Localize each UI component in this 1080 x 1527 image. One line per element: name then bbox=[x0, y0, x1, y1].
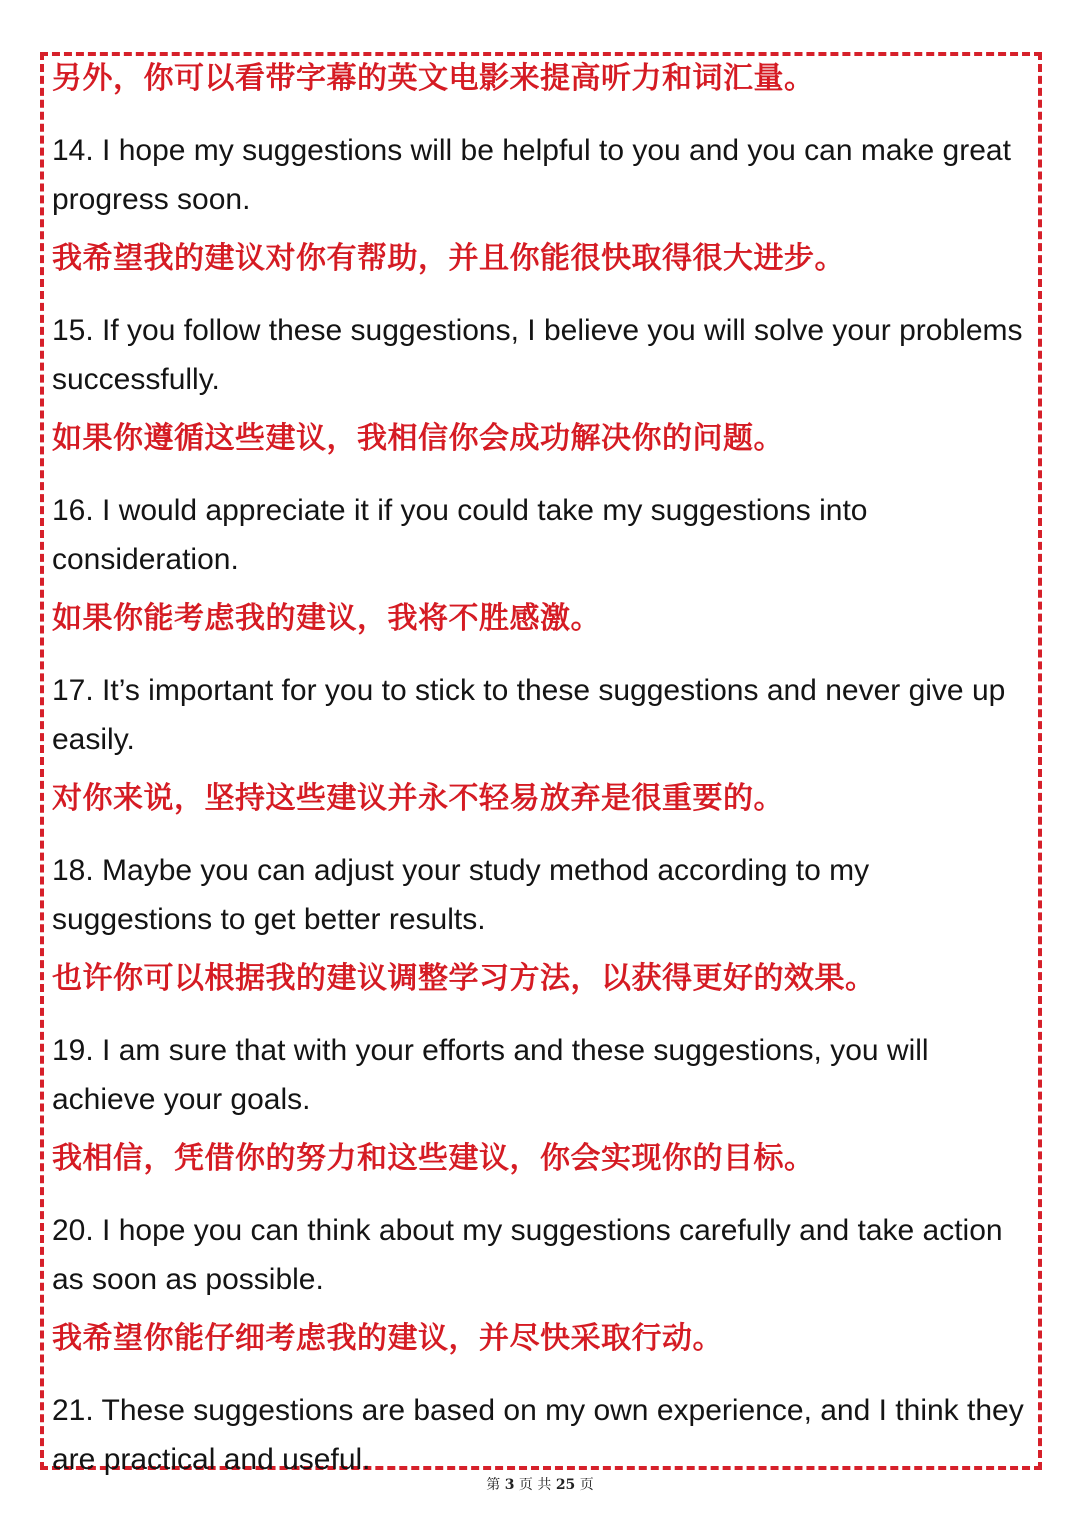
footer-total-pages: 25 bbox=[555, 1477, 576, 1493]
sentence-14-cn: 我希望我的建议对你有帮助，并且你能很快取得很大进步。 bbox=[52, 241, 845, 276]
sentence-16-cn: 如果你能考虑我的建议，我将不胜感激。 bbox=[52, 601, 601, 636]
sentence-16-en: 16. I would appreciate it if you could take my suggestions into consideration. bbox=[52, 494, 868, 576]
sentence-18-en: 18. Maybe you can adjust your study method according to my suggestions to get better results. bbox=[52, 854, 870, 936]
footer-suffix: 页 bbox=[579, 1477, 594, 1493]
sentence-18-cn: 也许你可以根据我的建议调整学习方法，以获得更好的效果。 bbox=[52, 961, 876, 996]
sentence-17-en: 17. It’s important for you to stick to these suggestions and never give up easily. bbox=[52, 674, 1006, 756]
sentence-17-cn: 对你来说，坚持这些建议并永不轻易放弃是很重要的。 bbox=[52, 781, 784, 816]
page-footer bbox=[0, 1474, 1080, 1494]
sentence-21-en: 21. These suggestions are based on my own experience, and I think they are practical and useful. bbox=[52, 1394, 1024, 1476]
document-content bbox=[52, 55, 1027, 1484]
footer-middle: 页 共 bbox=[518, 1477, 552, 1493]
sentence-20-cn: 我希望你能仔细考虑我的建议，并尽快采取行动。 bbox=[52, 1321, 723, 1356]
sentence-15-cn: 如果你遵循这些建议，我相信你会成功解决你的问题。 bbox=[52, 421, 784, 456]
footer-prefix: 第 bbox=[486, 1477, 501, 1493]
sentence-20-en: 20. I hope you can think about my suggestions carefully and take action as soon as possible. bbox=[52, 1214, 1003, 1296]
footer-page-number: 3 bbox=[504, 1477, 515, 1493]
sentence-15-en: 15. If you follow these suggestions, I believe you will solve your problems successfully. bbox=[52, 314, 1023, 396]
sentence-19-en: 19. I am sure that with your efforts and these suggestions, you will achieve your goals. bbox=[52, 1034, 929, 1116]
intro-translation: 另外，你可以看带字幕的英文电影来提高听力和词汇量。 bbox=[52, 61, 815, 96]
sentence-14-en: 14. I hope my suggestions will be helpful to you and you can make great progress soon. bbox=[52, 134, 1011, 216]
sentence-19-cn: 我相信，凭借你的努力和这些建议，你会实现你的目标。 bbox=[52, 1141, 815, 1176]
